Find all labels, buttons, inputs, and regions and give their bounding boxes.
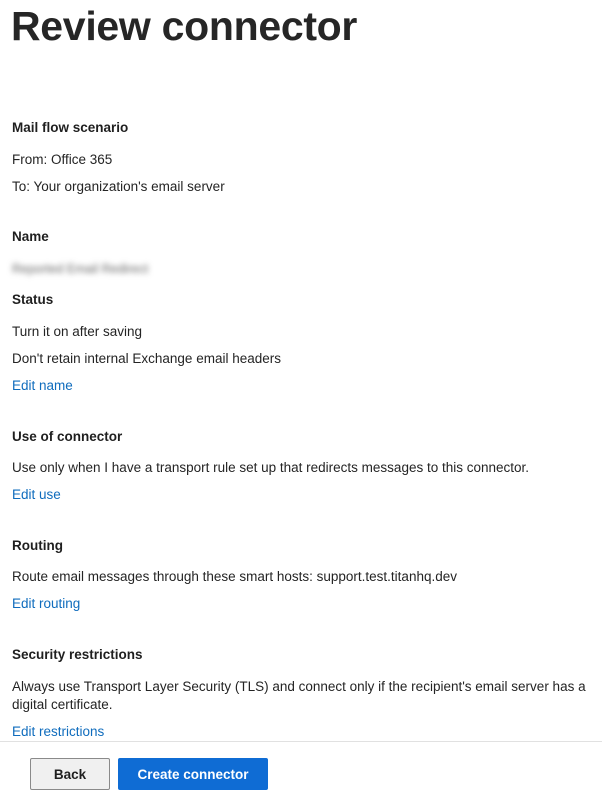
status-heading: Status [12, 292, 54, 307]
page-title: Review connector [11, 3, 358, 49]
create-connector-button[interactable]: Create connector [118, 758, 268, 790]
security-heading: Security restrictions [12, 647, 143, 662]
edit-use-link[interactable]: Edit use [12, 487, 61, 502]
mail-flow-to: To: Your organization's email server [12, 179, 225, 194]
mail-flow-heading: Mail flow scenario [12, 120, 129, 135]
name-value [12, 260, 148, 278]
mail-flow-from: From: Office 365 [12, 152, 113, 167]
edit-routing-link[interactable]: Edit routing [12, 596, 81, 611]
name-heading: Name [12, 229, 49, 244]
status-line-1: Turn it on after saving [12, 324, 143, 339]
back-button[interactable]: Back [30, 758, 110, 790]
security-line-1: Always use Transport Layer Security (TLS) and connect only if the recipient's email server has a digital certificate. [12, 679, 586, 712]
edit-name-link[interactable]: Edit name [12, 378, 73, 393]
status-line-2: Don't retain internal Exchange email headers [12, 351, 281, 366]
routing-line-1: Route email messages through these smart hosts: support.test.titanhq.dev [12, 569, 457, 584]
footer-bar [0, 741, 602, 793]
edit-restrictions-link[interactable]: Edit restrictions [12, 724, 105, 739]
use-line-1: Use only when I have a transport rule set up that redirects messages to this connector. [12, 460, 530, 475]
use-heading: Use of connector [12, 429, 123, 444]
connector-name-blurred: Reported Email Redirect [12, 262, 149, 276]
routing-heading: Routing [12, 538, 63, 553]
